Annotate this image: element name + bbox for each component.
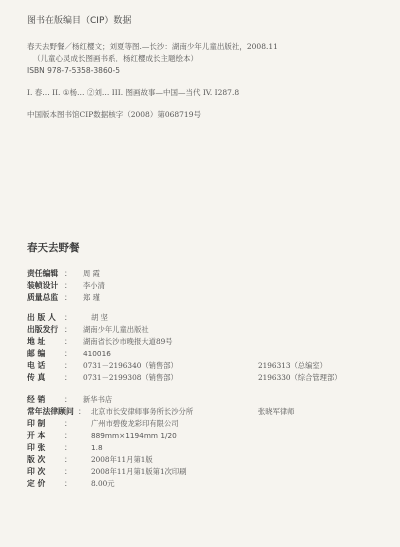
colon: ：	[64, 281, 72, 290]
staff-label-quality: 质量总监	[27, 293, 59, 302]
postcode-value: 410016	[83, 349, 111, 358]
format-value: 889mm×1194mm 1/20	[91, 431, 177, 440]
format-label: 开 本	[27, 431, 46, 440]
colon: ：	[64, 455, 72, 464]
cip-series-line: （儿童心灵成长图画书系．杨红樱成长主题绘本）	[33, 54, 198, 63]
book-title: 春天去野餐	[27, 242, 80, 254]
staff-value-editor: 周 霞	[83, 269, 100, 278]
staff-label-design: 装帧设计	[27, 281, 59, 290]
colon: ：	[64, 431, 72, 440]
price-label: 定 价	[27, 479, 46, 488]
distributor-label: 经 销	[27, 395, 46, 404]
cip-isbn: ISBN 978-7-5358-3860-5	[27, 66, 120, 75]
colon: ：	[64, 443, 72, 452]
fax-value-2: 2196330（综合管理部）	[258, 373, 342, 382]
cip-heading: 图书在版编目（CIP）数据	[27, 16, 132, 26]
issuer-value: 湖南少年儿童出版社	[83, 325, 149, 334]
impression-label: 印 次	[27, 467, 46, 476]
colon: ：	[64, 395, 72, 404]
phone-value-2: 2196313（总编室）	[258, 361, 327, 370]
publisher-person-label: 出 版 人	[27, 313, 56, 322]
edition-value: 2008年11月第1版	[91, 455, 153, 464]
colon: ：	[64, 467, 72, 476]
colon: ：	[64, 325, 72, 334]
colon: ：	[64, 337, 72, 346]
colon: ：	[64, 293, 72, 302]
colon: ：	[64, 479, 72, 488]
colon: ：	[64, 419, 72, 428]
staff-value-design: 李小清	[83, 281, 105, 290]
colon: ：	[64, 269, 72, 278]
postcode-label: 邮 编	[27, 349, 46, 358]
distributor-value: 新华书店	[83, 395, 113, 404]
cip-catalog-line: 春天去野餐／杨红樱文；刘夏等图.—长沙：湖南少年儿童出版社，2008.11	[27, 42, 278, 51]
staff-value-quality: 郑 瑾	[83, 293, 100, 302]
colon: ：	[64, 361, 72, 370]
staff-label-editor: 责任编辑	[27, 269, 59, 278]
sheets-value: 1.8	[91, 443, 103, 452]
colon: ：	[64, 313, 72, 322]
printer-value: 广州市碧俊龙彩印有限公司	[91, 419, 179, 428]
colon: ：	[78, 407, 86, 416]
impression-value: 2008年11月第1版第1次印刷	[91, 467, 187, 476]
cip-classification: I. 春… II. ①杨… ②刘… III. 图画故事—中国—当代 IV. I287.8	[27, 88, 240, 97]
lawyer-value: 北京市长安律师事务所长沙分所	[91, 407, 194, 416]
sheets-label: 印 张	[27, 443, 46, 452]
colon: ：	[64, 373, 72, 382]
colon: ：	[64, 349, 72, 358]
publisher-person-value: 胡 坚	[91, 313, 108, 322]
address-label: 地 址	[27, 337, 46, 346]
phone-label: 电 话	[27, 361, 46, 370]
issuer-label: 出版发行	[27, 325, 59, 334]
phone-value: 0731－2196340（销售部）	[83, 361, 178, 370]
lawyer-label: 常年法律顾问	[27, 407, 74, 416]
price-value: 8.00元	[91, 479, 115, 488]
cip-number: 中国版本图书馆CIP数据核字（2008）第068719号	[27, 110, 201, 119]
fax-value: 0731－2199308（销售部）	[83, 373, 178, 382]
lawyer-name: 张晓军律师	[258, 407, 295, 416]
address-value: 湖南省长沙市晚报大道89号	[83, 337, 173, 346]
printer-label: 印 制	[27, 419, 46, 428]
fax-label: 传 真	[27, 373, 46, 382]
edition-label: 版 次	[27, 455, 46, 464]
